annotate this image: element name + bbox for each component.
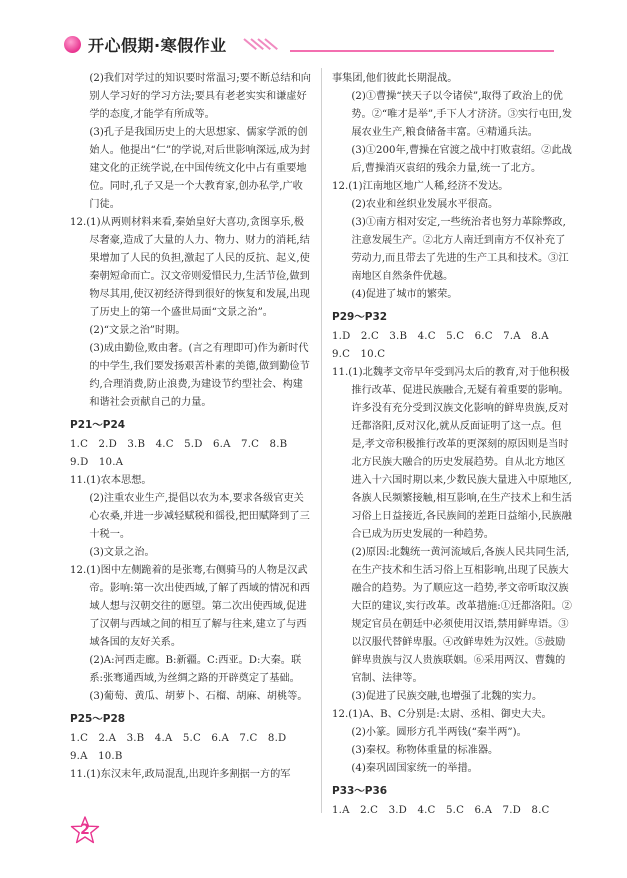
left-column — [70, 70, 313, 784]
answer-paragraph: (2)注重农业生产,提倡以农为本,要求各级官吏关心农桑,并进一步减轻赋税和徭役,把田赋降到了三十税一。 — [89, 493, 310, 540]
answer-paragraph: 12.(1)从两则材料来看,秦始皇好大喜功,贪图享乐,极尽奢豪,造成了大量的人力、物力、财力的消耗,结果增加了人民的负担,激起了人民的反抗、起义,使秦朝短命而亡。汉文帝则爱惜民力,生活节俭,做到物尽其用,使汉初经济得到很好的恢复和发展,出现了历史上的第一个盛世局面“文景之治”。 — [70, 217, 310, 318]
answer-paragraph: (3)孔子是我国历史上的大思想家、儒家学派的创始人。他提出“仁”的学说,对后世影响深远,成为封建文化的正统学说,在中国传统文化中占有重要地位。同时,孔子又是一个大教育家,创办私学,广收门徒。 — [89, 127, 311, 210]
section-heading: P21～P24 — [70, 419, 126, 431]
answer-paragraph: (4)秦巩固国家统一的举措。 — [351, 763, 478, 774]
answer-paragraph: 11.(1)东汉末年,政局混乱,出现许多割据一方的军 — [70, 769, 291, 780]
page-header — [0, 0, 627, 58]
page-number: 2 — [80, 822, 90, 838]
right-column — [332, 70, 574, 820]
answer-paragraph: (3)葡萄、黄瓜、胡萝卜、石榴、胡麻、胡桃等。 — [89, 691, 308, 702]
answer-paragraph: 事集团,他们彼此长期混战。 — [332, 73, 458, 84]
header-rule — [290, 50, 554, 52]
answer-paragraph: (3)秦权。称物体重量的标准器。 — [351, 745, 499, 756]
answer-paragraph: (2)①曹操“挟天子以令诸侯”,取得了政治上的优势。②“唯才是举”,手下人才济济。③实行屯田,发展农业生产,粮食储备丰富。④精通兵法。 — [351, 91, 573, 138]
section-heading: P29～P32 — [332, 311, 388, 323]
answer-paragraph: (2)小篆。圆形方孔半两钱(“秦半两”)。 — [351, 727, 527, 738]
section-heading: P33～P36 — [332, 785, 388, 797]
answer-line: 1.C 2.A 3.B 4.A 5.C 6.A 7.C 8.D 9.A 10.B — [70, 733, 297, 762]
answer-paragraph: (3)①南方相对安定,一些统治者也努力革除弊政,注意发展生产。②北方人南迁到南方不仅补充了劳动力,而且带去了先进的生产工具和技术。③江南地区自然条件优越。 — [351, 217, 569, 282]
answer-paragraph: (3)①200年,曹操在官渡之战中打败袁绍。②此战后,曹操消灭袁绍的残余力量,统一了北方。 — [351, 145, 572, 174]
answer-paragraph: 12.(1)图中左侧跪着的是张骞,右侧骑马的人物是汉武帝。影响:第一次出使西域,了解了西域的情况和西域人想与汉朝交往的愿望。第二次出使西域,促进了汉朝与西域之间的相互了解与往来,建立了与西域各国的友好关系。 — [70, 565, 310, 648]
answer-paragraph: (2)“文景之治”时期。 — [89, 325, 186, 336]
header-title: 开心假期·寒假作业 — [88, 36, 227, 55]
answer-paragraph: (3)促进了民族交融,也增强了北魏的实力。 — [351, 691, 543, 702]
answer-paragraph: (2)原因:北魏统一黄河流域后,各族人民共同生活,在生产技术和生活习俗上互相影响,出现了民族大融合的趋势。为了顺应这一趋势,孝文帝听取汉族大臣的建议,实行改革。改革措施:①迁都洛阳。②规定官员在朝廷中必须使用汉语,禁用鲜卑语。③以汉服代替鲜卑服。④改鲜卑姓为汉姓。⑤鼓励鲜卑贵族与汉人贵族联姻。⑥采用两汉、曹魏的官制、法律等。 — [351, 547, 572, 684]
header-circle-icon — [64, 36, 81, 53]
answer-paragraph: (2)A:河西走廊。B:新疆。C:西亚。D:大秦。联系:张骞通西域,为丝绸之路的开辟奠定了基础。 — [89, 655, 302, 684]
answer-paragraph: 12.(1)江南地区地广人稀,经济不发达。 — [332, 181, 509, 192]
answer-paragraph: (3)文景之治。 — [89, 547, 155, 558]
section-heading: P25～P28 — [70, 713, 126, 725]
answer-line: 1.A 2.C 3.D 4.C 5.C 6.A 7.D 8.C — [332, 805, 550, 816]
answer-paragraph: (3)成由勤俭,败由奢。(言之有理即可)作为新时代的中学生,我们要发扬艰苦朴素的美德,做到勤俭节约,合理消费,防止浪费,为建设节约型社会、构建和谐社会贡献自己的力量。 — [89, 343, 310, 408]
answer-line: 1.C 2.D 3.B 4.C 5.D 6.A 7.C 8.B 9.D 10.A — [70, 439, 298, 468]
answer-line: 1.D 2.C 3.B 4.C 5.C 6.C 7.A 8.A 9.C 10.C — [332, 331, 560, 360]
answer-paragraph: 11.(1)农本思想。 — [70, 475, 152, 486]
answer-paragraph: (4)促进了城市的繁荣。 — [351, 289, 458, 300]
answer-paragraph: (2)我们对学过的知识要时常温习;要不断总结和向别人学习好的学习方法;要具有老老实实和谦虚好学的态度,才能学有所成等。 — [89, 73, 311, 120]
column-divider — [321, 68, 322, 813]
answer-paragraph: 11.(1)北魏孝文帝早年受到冯太后的教育,对于他积极推行改革、促进民族融合,无疑有着重要的影响。许多没有充分受到汉族文化影响的鲜卑贵族,反对迁都洛阳,反对汉化,就从反面证明了这一点。但是,孝文帝积极推行改革的更深刻的原因则是当时北方民族大融合的历史发展趋势。自从北方地区进入十六国时期以来,少数民族大量进入中原地区,各族人民频繁接触,相互影响,在生产技术上和生活习俗上日益接近,各民族间的差距日益缩小,民族融合已成为历史发展的一种趋势。 — [332, 367, 572, 540]
answer-paragraph: 12.(1)A、B、C分别是:太尉、丞相、御史大夫。 — [332, 709, 552, 720]
page-number-badge — [70, 816, 100, 846]
answer-paragraph: (2)农业和丝织业发展水平很高。 — [351, 199, 499, 210]
